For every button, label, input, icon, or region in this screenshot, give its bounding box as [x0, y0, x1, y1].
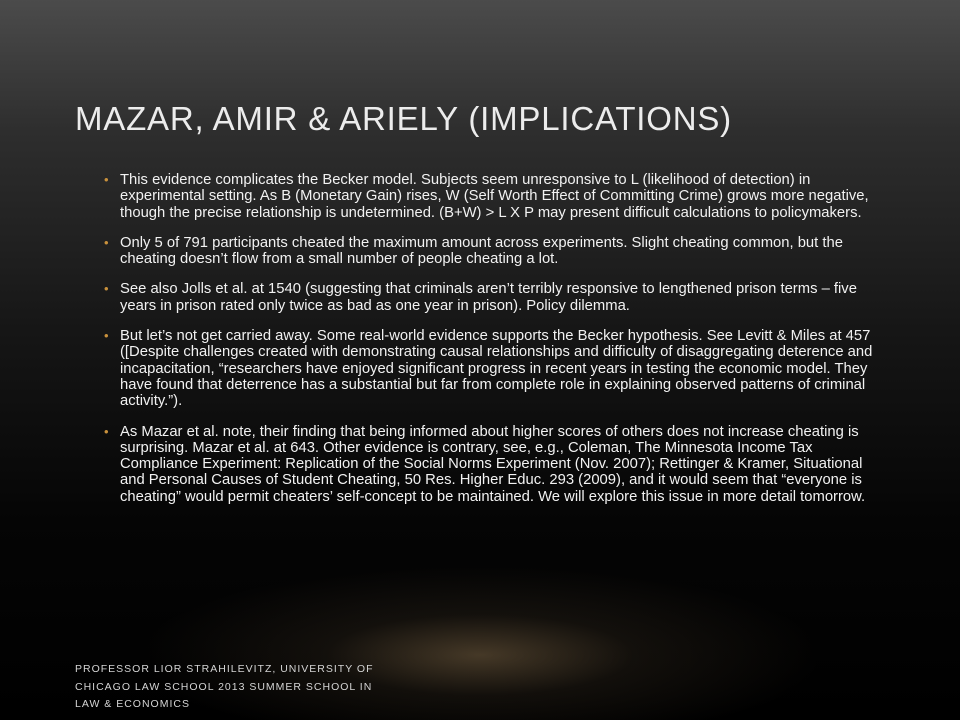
slide-footer: PROFESSOR LIOR STRAHILEVITZ, UNIVERSITY OF CHICAGO LAW SCHOOL 2013 SUMMER SCHOOL IN LAW & ECONOMICS: [75, 663, 374, 710]
bullet-item: [104, 423, 885, 505]
slide-title: MAZAR, AMIR & ARIELY (IMPLICATIONS): [75, 100, 732, 137]
bullet-icon: •: [104, 423, 109, 439]
bullet-text: See also Jolls et al. at 1540 (suggesting that criminals aren’t terribly responsive to lengthened prison terms – five years in prison rated only twice as bad as one year in prison). Policy dilemma.: [120, 281, 857, 314]
bullet-text: But let’s not get carried away. Some real-world evidence supports the Becker hypothesis. See Levitt & Miles at 457 ([Despite challenges created with demonstrating causal relationships and difficulty of disaggregating deterence and incapacitation, “researchers have enjoyed significant progress in recent years in testing the economic model. They have found that deterrence has a substantial but far from complete role in explaining observed patterns of criminal activity.”).: [120, 328, 873, 410]
bullet-item: [104, 328, 885, 410]
bullet-icon: •: [104, 328, 109, 344]
bullet-icon: •: [104, 172, 109, 187]
bullet-icon: •: [104, 281, 109, 297]
bullet-text: Only 5 of 791 participants cheated the maximum amount across experiments. Slight cheating common, but the cheating doesn’t flow from a small number of people cheating a lot.: [120, 234, 843, 268]
bullet-item: [104, 281, 885, 314]
bullet-icon: •: [104, 234, 109, 250]
bullet-text: As Mazar et al. note, their finding that being informed about higher scores of others does not increase cheating is surprising. Mazar et al. at 643. Other evidence is contrary, see, e.g., Coleman, The Minnesota Income Tax Compliance Experiment: Replication of the Social Norms Experiment (Nov. 2007); Rettinger & Kramer, Situational and Personal Causes of Student Cheating, 50 Res. Higher Educ. 293 (2009), and it would seem that “everyone is cheating” would permit cheaters’ self-concept to be maintained. We will explore this issue in more detail tomorrow.: [120, 423, 866, 505]
bullet-text: This evidence complicates the Becker model. Subjects seem unresponsive to L (likelihood of detection) in experimental setting. As B (Monetary Gain) rises, W (Self Worth Effect of Committing Crime) grows more negative, though the precise relationship is undetermined. (B+W) > L X P may present difficult calculations to policymakers.: [120, 172, 869, 221]
bullet-item: [104, 172, 885, 221]
bullet-item: [104, 234, 885, 268]
bullet-list: [104, 172, 885, 519]
